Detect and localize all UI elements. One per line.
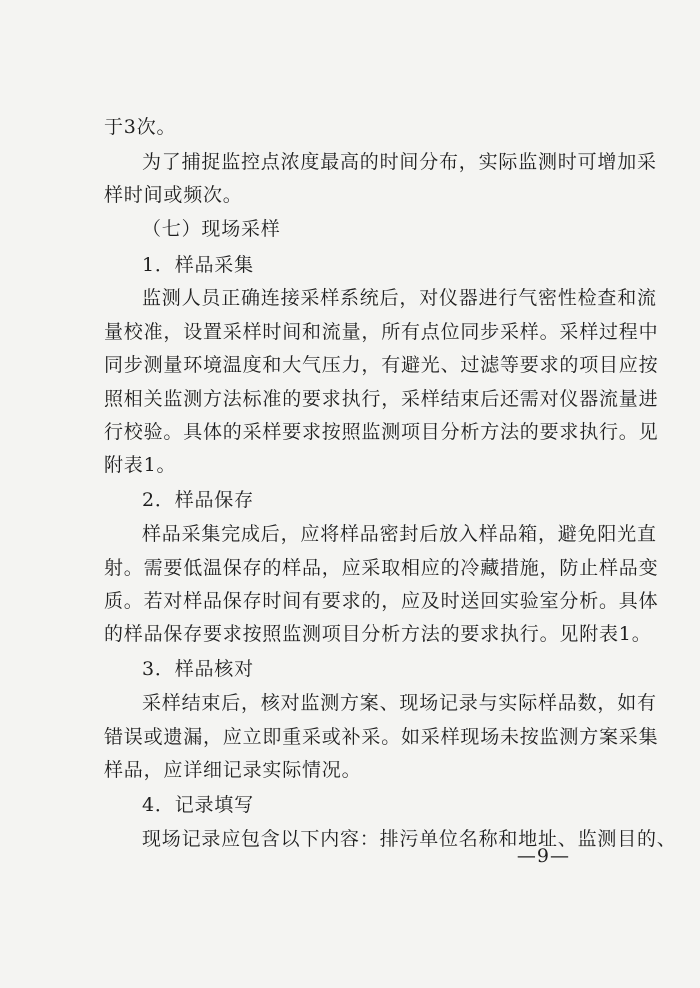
text-line: 错误或遗漏，应立即重采或补采。如采样现场未按监测方案采集 [104,726,659,748]
text-line: 射。需要低温保存的样品，应采取相应的冷藏措施，防止样品变 [104,557,659,579]
text-line: 行校验。具体的采样要求按照监测项目分析方法的要求执行。见 [104,421,659,443]
text-line: 样品采集完成后，应将样品密封后放入样品箱，避免阳光直 [142,523,657,545]
subsection-heading: 1．样品采集 [142,254,254,276]
text-line: 监测人员正确连接采样系统后，对仪器进行气密性检查和流 [142,287,657,309]
text-line: 样时间或频次。 [104,184,243,206]
text-line: 质。若对样品保存时间有要求的，应及时送回实验室分析。具体 [104,590,659,612]
subsection-heading: 3．样品核对 [142,658,254,680]
text-line: 于3次。 [104,116,177,138]
text-line: 样品，应详细记录实际情况。 [104,759,362,781]
subsection-heading: 2．样品保存 [142,489,254,511]
text-line: 照相关监测方法标准的要求执行，采样结束后还需对仪器流量进 [104,388,659,410]
text-line: 的样品保存要求按照监测项目分析方法的要求执行。见附表1。 [104,623,652,645]
text-line: 同步测量环境温度和大气压力，有避光、过滤等要求的项目应按 [104,354,659,376]
section-heading: （七）现场采样 [142,218,281,240]
text-line: 采样结束后，核对监测方案、现场记录与实际样品数，如有 [142,692,657,714]
page-number: —9— [516,845,570,867]
subsection-heading: 4．记录填写 [142,794,254,816]
text-line: 现场记录应包含以下内容：排污单位名称和地址、监测目的、 [142,828,677,850]
text-line: 为了捕捉监控点浓度最高的时间分布，实际监测时可增加采 [142,151,657,173]
text-line: 附表1。 [104,454,177,476]
text-line: 量校准，设置采样时间和流量，所有点位同步采样。采样过程中 [104,321,659,343]
